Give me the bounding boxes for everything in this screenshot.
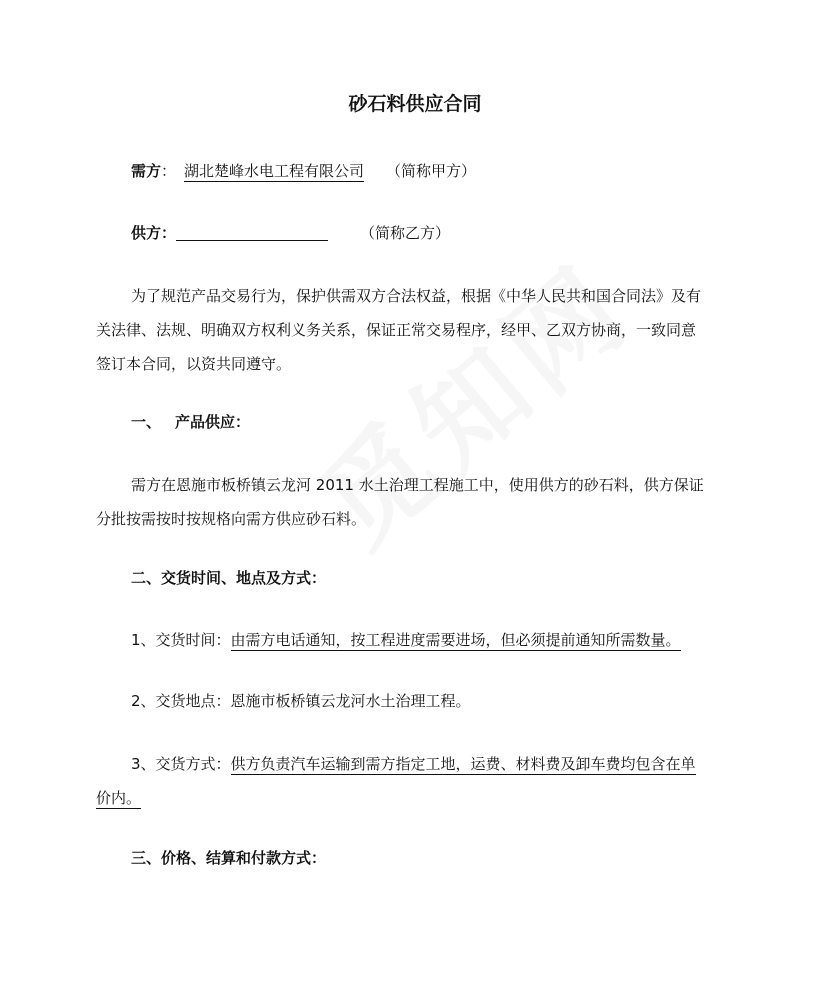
section-1-body-line-1: 需方在恩施市板桥镇云龙河 2011 水土治理工程施工中，使用供方的砂石料，供方保证 (131, 476, 704, 494)
delivery-method-value-line-1: 供方负责汽车运输到需方指定工地，运费、材料费及卸车费均包含在单 (230, 755, 696, 773)
supplier-name-blank (176, 225, 328, 241)
delivery-location-item (131, 691, 471, 711)
delivery-location-value: 恩施市板桥镇云龙河水土治理工程。 (230, 692, 471, 710)
preamble-line-1: 为了规范产品交易行为，保护供需双方合法权益，根据《中华人民共和国合同法》及有 (131, 287, 702, 305)
section-2-heading: 二、交货时间、地点及方式： (131, 569, 327, 587)
section-3-heading: 三、价格、结算和付款方式： (131, 849, 327, 867)
delivery-time-label: 1、交货时间： (131, 631, 231, 649)
preamble-line-3: 签订本合同，以资共同遵守。 (96, 355, 292, 373)
preamble-line-2: 关法律、法规、明确双方权利义务关系，保证正常交易程序，经甲、乙双方协商，一致同意 (96, 321, 697, 339)
delivery-method-line-2 (96, 788, 141, 808)
buyer-alias: （简称甲方） (386, 162, 477, 180)
supplier-label: 供方： (131, 224, 177, 242)
buyer-label: 需方 (131, 162, 162, 180)
delivery-method-item (131, 754, 696, 774)
supplier-line (131, 223, 450, 243)
delivery-method-label: 3、交货方式： (131, 755, 231, 773)
delivery-time-item (131, 630, 681, 650)
section-1-body-line-2: 分批按需按时按规格向需方供应砂石料。 (96, 510, 367, 528)
delivery-method-value-line-2: 价内。 (96, 789, 142, 807)
delivery-time-value: 由需方电话通知，按工程进度需要进场，但必须提前通知所需数量。 (230, 631, 681, 649)
buyer-line (131, 161, 476, 181)
section-1-title: 产品供应： (175, 413, 251, 431)
buyer-name: 湖北楚峰水电工程有限公司 (184, 162, 365, 180)
section-1-heading (131, 412, 250, 432)
document-title: 砂石料供应合同 (348, 93, 482, 115)
section-1-number: 一、 (131, 413, 162, 431)
delivery-location-label: 2、交货地点： (131, 692, 231, 710)
supplier-alias: （简称乙方） (360, 224, 451, 242)
buyer-colon: ： (161, 162, 177, 180)
